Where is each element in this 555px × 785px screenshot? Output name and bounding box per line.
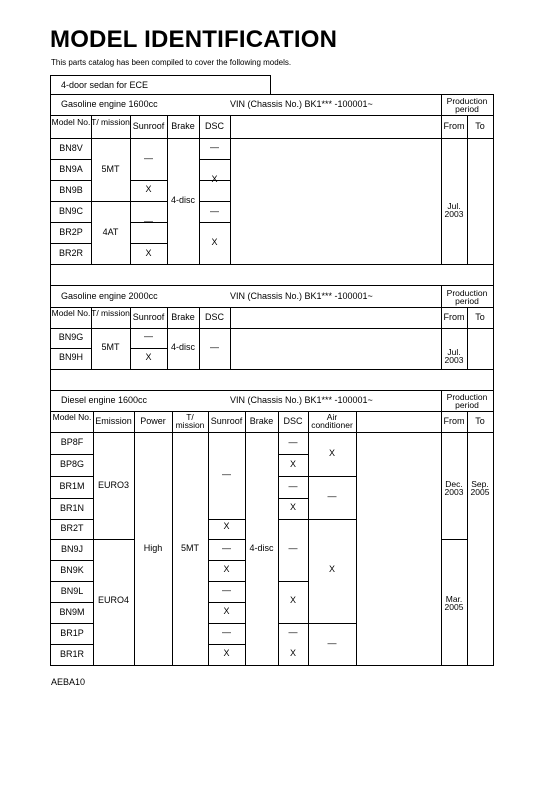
brake-value: 4-disc <box>249 543 274 553</box>
rule-line <box>51 560 93 561</box>
col-header-sunroof: Sunroof <box>132 312 165 322</box>
col-header-tmission: T/ mission <box>91 117 130 127</box>
vin-label: VIN (Chassis No.) BK1*** -100001~ <box>230 99 373 109</box>
rule-line <box>199 159 230 160</box>
model-no: BN9C <box>58 205 83 216</box>
engine-label: Gasoline engine 2000cc <box>61 291 158 301</box>
intro-text: This parts catalog has been compiled to cover the following models. <box>51 58 292 67</box>
col-header-air-conditioner: Air conditioner <box>311 412 353 430</box>
rule-line <box>51 180 91 181</box>
dsc-value: X <box>289 648 296 658</box>
dsc-value: X <box>289 459 296 469</box>
footer-code: AEBA10 <box>51 677 86 687</box>
rule-line <box>51 264 493 265</box>
sunroof-value: — <box>144 331 153 341</box>
col-header-model: Model No. <box>51 308 91 318</box>
production-to: Sep. 2005 <box>470 479 490 497</box>
model-no: BN9L <box>60 585 84 596</box>
col-header-from: From <box>443 312 465 322</box>
air-conditioner-value: X <box>328 564 335 574</box>
rule-line <box>167 115 168 264</box>
vin-label: VIN (Chassis No.) BK1*** -100001~ <box>230 291 373 301</box>
air-conditioner-value: X <box>328 448 335 458</box>
model-no: BN9A <box>59 163 83 174</box>
model-table <box>50 94 494 666</box>
dsc-value: — <box>288 437 298 447</box>
model-no: BN8V <box>59 142 83 153</box>
rule-line <box>308 519 356 520</box>
sunroof-value: X <box>145 248 152 258</box>
page-title: MODEL IDENTIFICATION <box>50 26 338 53</box>
col-header-brake: Brake <box>171 312 195 322</box>
dsc-value: — <box>210 342 219 352</box>
power-value: High <box>143 543 163 553</box>
vin-label: VIN (Chassis No.) BK1*** -100001~ <box>230 395 373 405</box>
dsc-value: — <box>288 543 298 553</box>
body-type-label: 4-door sedan for ECE <box>50 75 271 94</box>
dsc-value: X <box>289 502 296 512</box>
col-header-emission: Emission <box>95 416 132 426</box>
rule-line <box>51 328 493 329</box>
sunroof-value: X <box>145 352 152 362</box>
rule-line <box>172 411 173 665</box>
rule-line <box>441 390 442 665</box>
air-conditioner-value: — <box>327 638 337 648</box>
sunroof-value: X <box>223 606 230 616</box>
tmission: 5MT <box>101 164 120 174</box>
sunroof-value: X <box>223 564 230 574</box>
rule-line <box>51 476 93 477</box>
sunroof-value: — <box>222 543 231 553</box>
rule-line <box>278 581 308 582</box>
rule-line <box>130 243 167 244</box>
rule-line <box>208 411 209 665</box>
rule-line <box>308 623 356 624</box>
rule-line <box>441 95 442 264</box>
rule-line <box>51 411 493 412</box>
model-no: BP8G <box>59 459 84 469</box>
rule-line <box>441 539 467 540</box>
rule-line <box>278 454 308 455</box>
dsc-value: — <box>288 481 298 491</box>
model-no: BN9M <box>59 606 85 617</box>
model-no: BN9H <box>58 352 83 362</box>
rule-line <box>134 411 135 665</box>
rule-line <box>230 307 231 369</box>
col-header-model: Model No. <box>52 412 92 422</box>
rule-line <box>208 623 245 624</box>
rule-line <box>230 115 231 264</box>
model-no: BR2R <box>58 247 83 258</box>
rule-line <box>51 285 493 286</box>
rule-line <box>199 307 200 369</box>
rule-line <box>51 623 93 624</box>
dsc-value: X <box>289 595 296 605</box>
tmission: 5MT <box>181 543 199 553</box>
rule-line <box>208 560 245 561</box>
rule-line <box>208 539 245 540</box>
brake-value: 4-disc <box>170 195 195 205</box>
dsc-value: — <box>210 206 219 216</box>
col-header-brake: Brake <box>171 121 195 131</box>
rule-line <box>467 307 468 369</box>
col-header-brake: Brake <box>249 416 274 426</box>
production-from: Jul. 2003 <box>444 347 464 365</box>
col-header-dsc: DSC <box>204 312 224 322</box>
rule-line <box>278 476 308 477</box>
dsc-value: — <box>288 627 298 637</box>
model-no: BR1P <box>60 627 84 638</box>
rule-line <box>51 159 91 160</box>
rule-line <box>51 602 93 603</box>
rule-line <box>199 201 230 202</box>
col-header-to: To <box>475 416 485 426</box>
rule-line <box>51 498 93 499</box>
model-no: BR1N <box>59 502 84 513</box>
col-header-from: From <box>443 121 465 131</box>
rule-line <box>278 411 279 665</box>
col-header-sunroof: Sunroof <box>210 416 243 426</box>
brake-value: 4-disc <box>170 342 195 352</box>
production-from: Dec. 2003 <box>444 479 464 497</box>
production-period-header: Production period <box>446 288 488 306</box>
rule-line <box>208 644 245 645</box>
air-conditioner-value: — <box>327 491 337 501</box>
rule-line <box>51 581 93 582</box>
model-no: BR1R <box>59 648 84 659</box>
rule-line <box>91 115 92 264</box>
col-header-dsc: DSC <box>204 121 224 131</box>
col-header-sunroof: Sunroof <box>132 121 165 131</box>
col-header-tmission: T/ mission <box>91 308 130 318</box>
rule-line <box>51 369 493 370</box>
rule-line <box>245 411 246 665</box>
rule-line <box>51 644 93 645</box>
rule-line <box>467 411 468 665</box>
rule-line <box>130 201 167 202</box>
rule-line <box>51 348 91 349</box>
col-header-from: From <box>443 416 465 426</box>
rule-line <box>208 519 245 520</box>
emission-value: EURO4 <box>97 595 129 605</box>
sunroof-value: — <box>222 627 231 637</box>
rule-line <box>208 602 245 603</box>
rule-line <box>308 476 356 477</box>
dsc-value: — <box>210 142 219 152</box>
model-no: BN9J <box>60 543 83 554</box>
engine-label: Diesel engine 1600cc <box>61 395 148 405</box>
rule-line <box>167 307 168 369</box>
rule-line <box>51 519 93 520</box>
model-no: BR2P <box>59 226 83 237</box>
rule-line <box>51 539 134 540</box>
sunroof-value: X <box>223 648 230 658</box>
sunroof-value: — <box>144 153 153 163</box>
emission-value: EURO3 <box>97 480 129 490</box>
production-from: Mar. 2005 <box>444 594 464 612</box>
model-no: BR1M <box>59 481 85 491</box>
production-period-header: Production period <box>446 96 488 114</box>
rule-line <box>130 180 167 181</box>
rule-line <box>51 432 493 433</box>
tmission: 4AT <box>102 227 119 237</box>
engine-label: Gasoline engine 1600cc <box>61 99 158 109</box>
rule-line <box>278 498 308 499</box>
col-header-to: To <box>475 121 485 131</box>
sunroof-value: — <box>144 216 153 226</box>
sunroof-value: — <box>222 469 231 479</box>
rule-line <box>199 222 230 223</box>
col-header-tmission: T/ mission <box>175 412 205 430</box>
model-no: BN9G <box>58 332 84 342</box>
col-header-power: Power <box>140 416 166 426</box>
rule-line <box>51 138 493 139</box>
rule-line <box>208 581 245 582</box>
col-header-model: Model No. <box>51 117 91 127</box>
rule-line <box>51 222 91 223</box>
rule-line <box>130 348 167 349</box>
rule-line <box>51 390 493 391</box>
model-no: BP8F <box>60 437 84 447</box>
rule-line <box>51 115 493 116</box>
production-period-header: Production period <box>446 392 488 410</box>
rule-line <box>356 411 357 665</box>
rule-line <box>51 243 91 244</box>
production-from: Jul. 2003 <box>444 201 464 219</box>
rule-line <box>467 115 468 264</box>
dsc-value: X <box>211 237 218 247</box>
sunroof-value: X <box>145 184 152 194</box>
rule-line <box>51 454 93 455</box>
col-header-dsc: DSC <box>283 416 303 426</box>
col-header-to: To <box>475 312 485 322</box>
dsc-value: X <box>211 174 218 184</box>
model-no: BR2T <box>60 523 84 533</box>
model-no: BN9B <box>59 184 83 195</box>
rule-line <box>91 307 92 369</box>
rule-line <box>278 519 308 520</box>
tmission: 5MT <box>101 342 120 352</box>
sunroof-value: — <box>222 585 231 595</box>
sunroof-value: X <box>223 521 230 531</box>
model-no: BN9K <box>60 564 84 575</box>
rule-line <box>93 411 94 665</box>
rule-line <box>278 623 308 624</box>
